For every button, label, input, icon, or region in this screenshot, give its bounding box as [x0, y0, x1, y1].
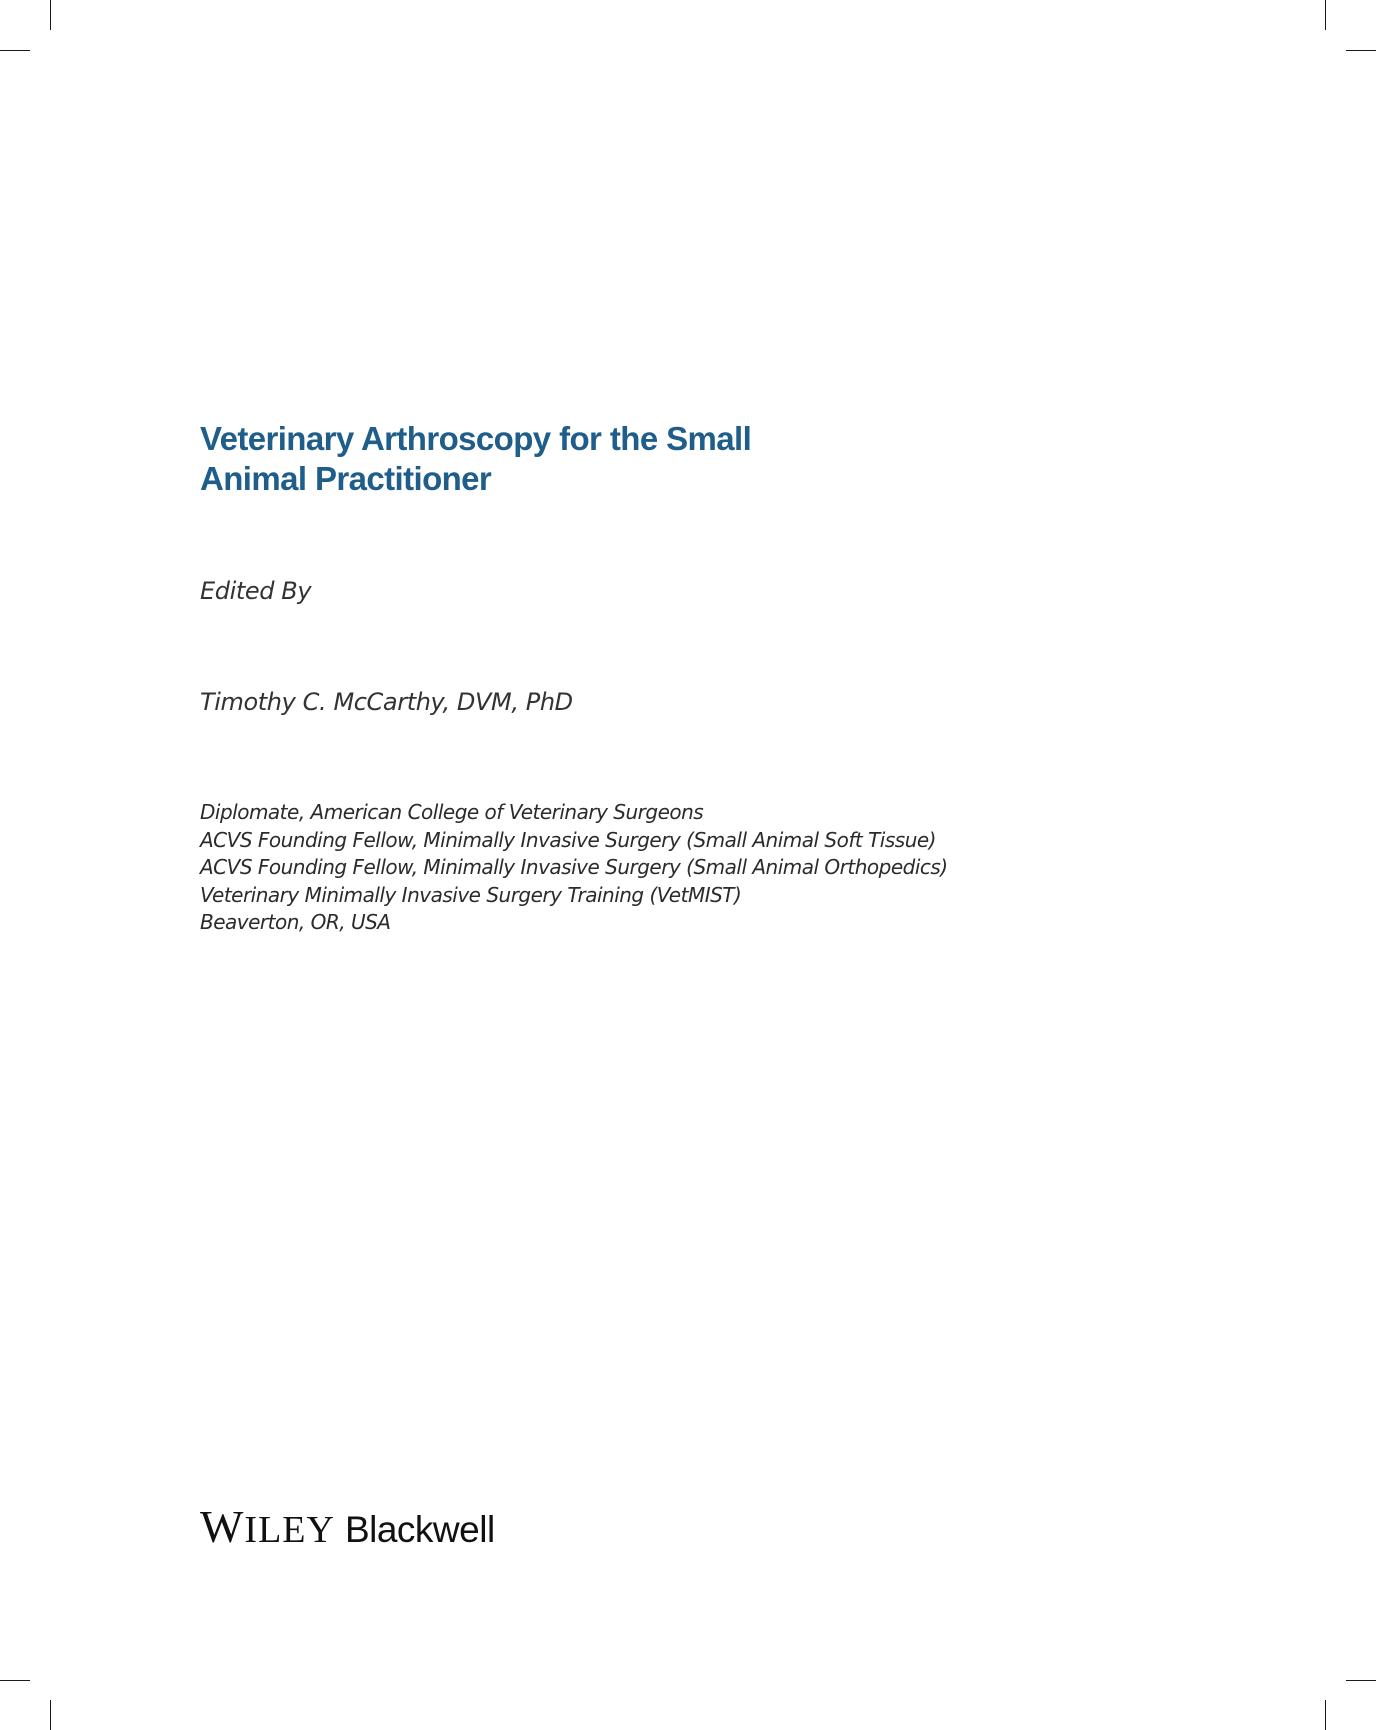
crop-mark-top-left-vertical: [50, 0, 51, 30]
crop-mark-bottom-left-vertical: [50, 1700, 51, 1730]
blackwell-wordmark: Blackwell: [344, 1509, 495, 1550]
wiley-initial: W: [200, 1501, 245, 1552]
affiliation-line: ACVS Founding Fellow, Minimally Invasive Surgery (Small Animal Soft Tissue): [200, 827, 936, 852]
book-title: [200, 419, 751, 499]
affiliation-line: ACVS Founding Fellow, Minimally Invasive Surgery (Small Animal Orthopedics): [200, 855, 948, 879]
crop-mark-bottom-right-horizontal: [1346, 1680, 1376, 1681]
book-title-line-2: Animal Practitioner: [200, 460, 492, 497]
book-title-line-1: Veterinary Arthroscopy for the Small: [200, 420, 752, 457]
crop-mark-bottom-left-horizontal: [0, 1680, 30, 1681]
edited-by-label: Edited By: [200, 577, 312, 605]
affiliation-line: Diplomate, American College of Veterinary Surgeons: [200, 800, 704, 824]
wiley-rest: ILEY: [244, 1509, 335, 1551]
crop-mark-top-left-horizontal: [0, 50, 30, 51]
editor-name: Timothy C. McCarthy, DVM, PhD: [200, 688, 573, 716]
crop-mark-top-right-horizontal: [1346, 50, 1376, 51]
affiliation-line: Veterinary Minimally Invasive Surgery Training (VetMIST): [200, 882, 742, 907]
affiliation-line: Beaverton, OR, USA: [200, 910, 391, 934]
crop-mark-top-right-vertical: [1325, 0, 1326, 30]
crop-mark-bottom-right-vertical: [1325, 1700, 1326, 1730]
wiley-wordmark: [200, 1500, 335, 1553]
editor-affiliations: [200, 799, 948, 937]
publisher-logo: [200, 1500, 495, 1560]
